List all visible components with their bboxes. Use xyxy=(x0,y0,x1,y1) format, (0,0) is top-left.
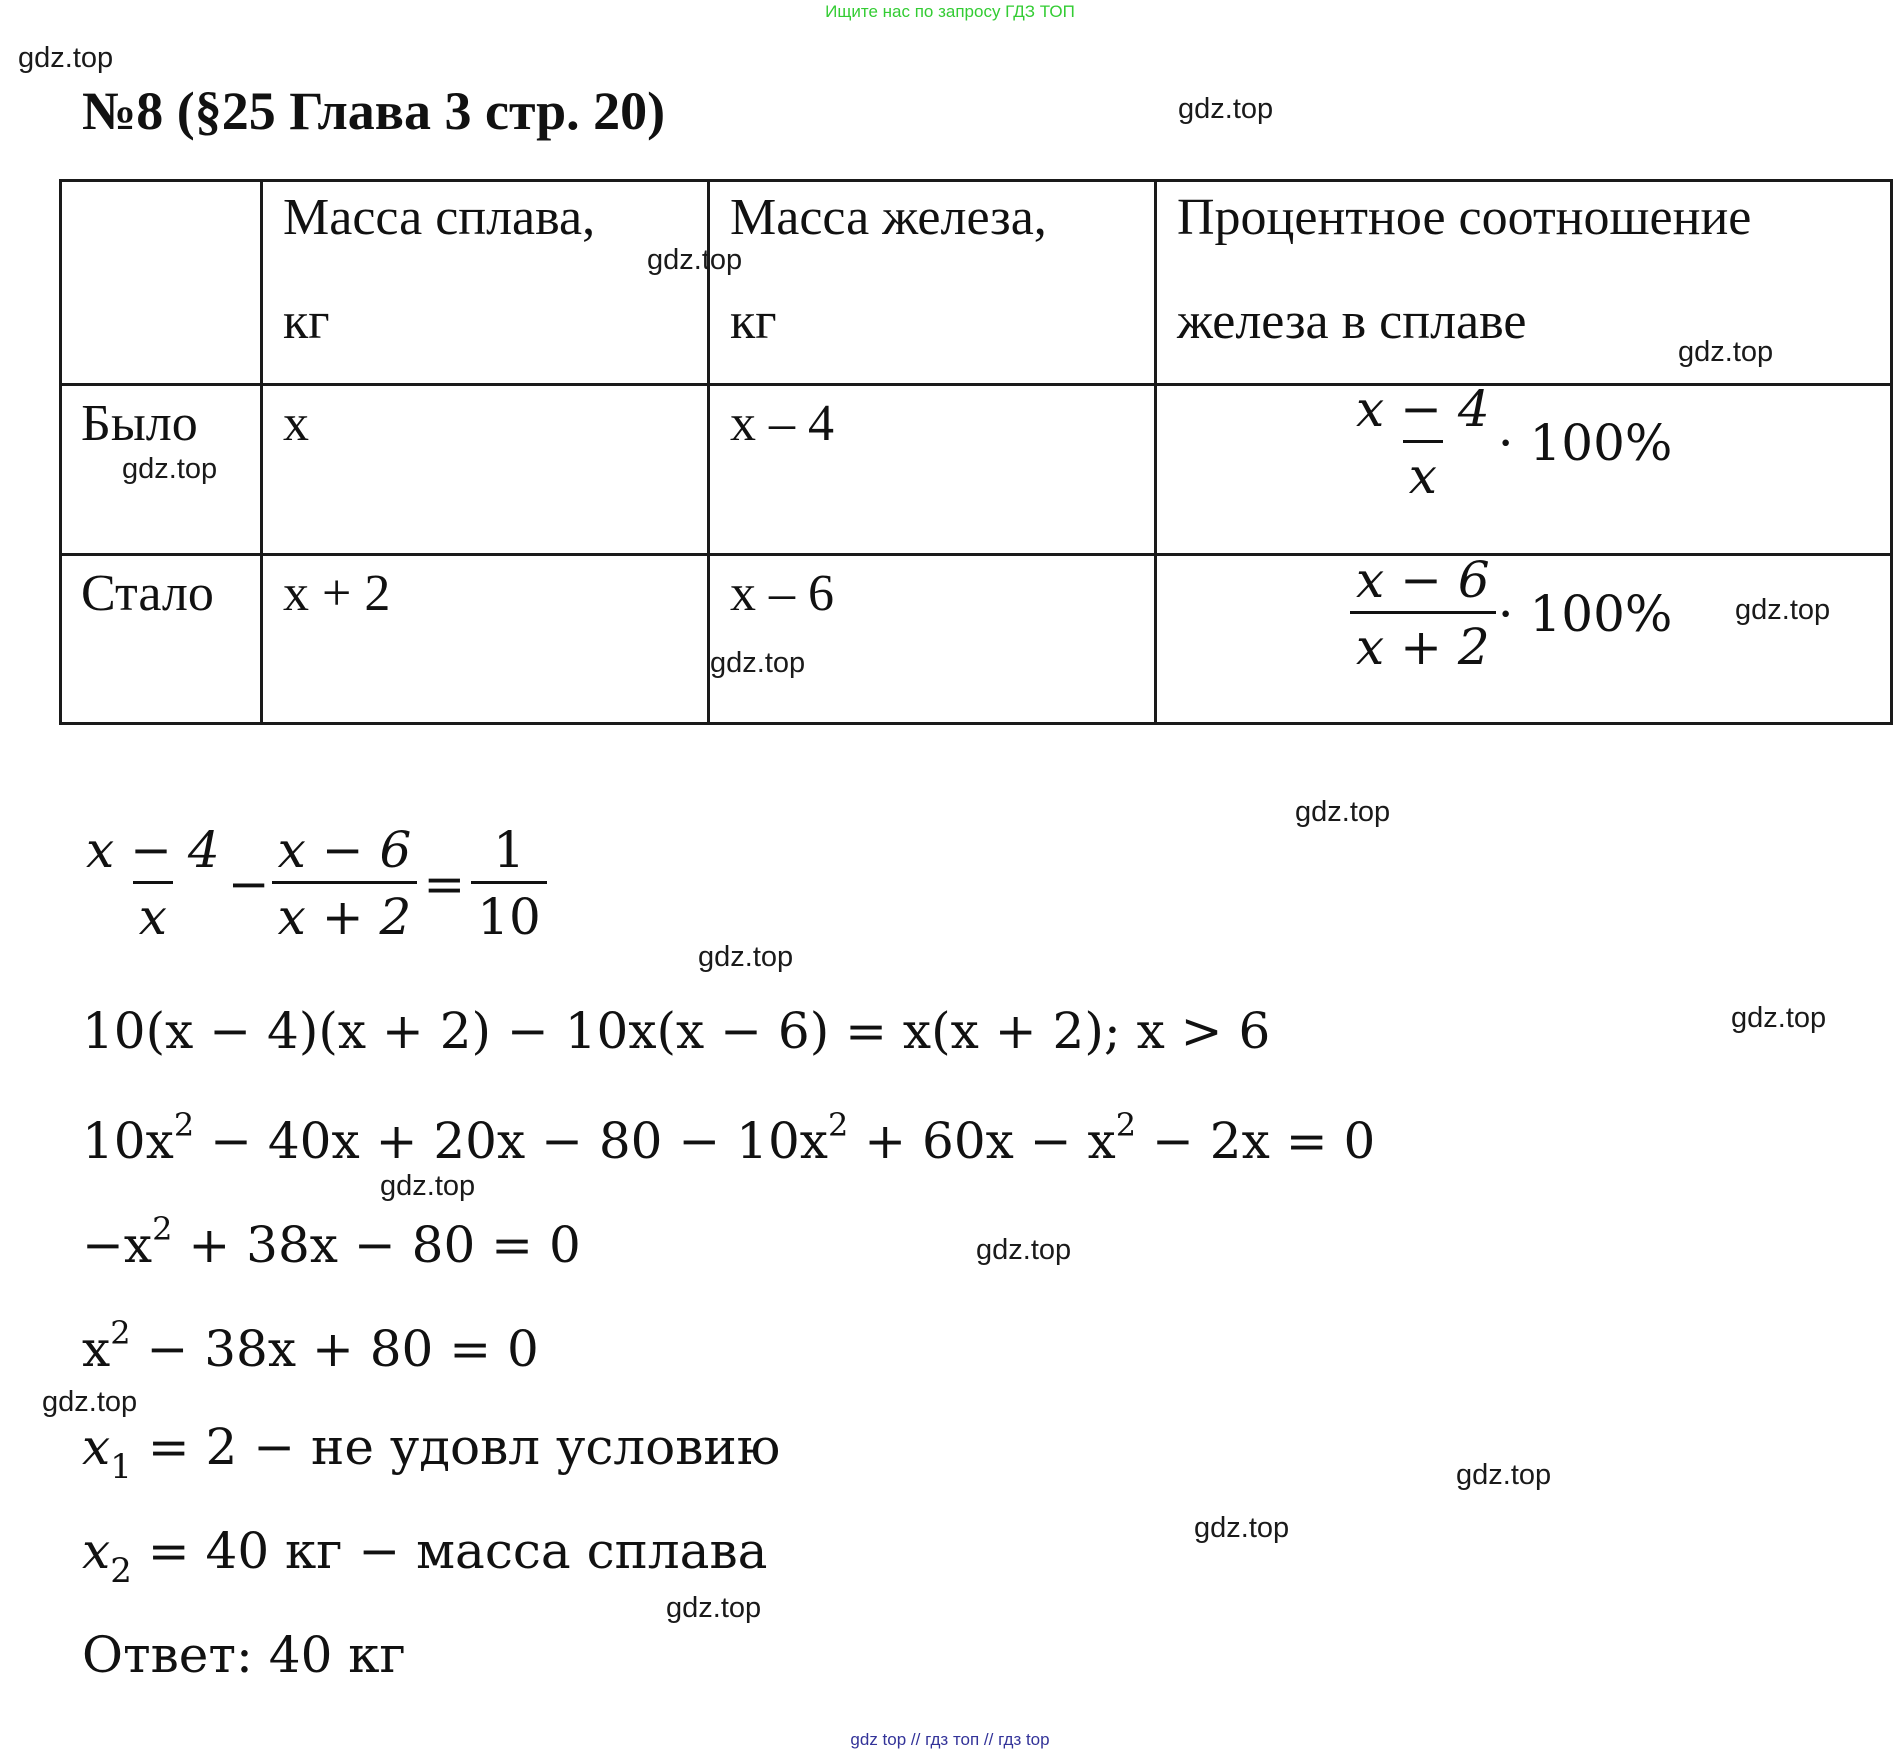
equation-fractions: $\frac{x - 4}{x}$ − $\frac{x - 6}{x + 2}$ = $\frac{1}{10}$ xyxy=(78,825,549,942)
root-x2: $x_2 = 40$ кг − масса сплава xyxy=(82,1522,768,1591)
watermark: gdz.top xyxy=(647,244,743,276)
header-percentage-line2: железа в сплаве xyxy=(1177,293,1527,350)
page-title: №8 (§25 Глава 3 стр. 20) xyxy=(82,81,666,141)
cell-alloy-after: x + 2 xyxy=(283,565,391,622)
cell-ratio-after: $\frac{x - 6}{x + 2}$ · 100% xyxy=(1348,555,1672,672)
row-label-after: Стало xyxy=(81,565,214,622)
watermark: gdz.top xyxy=(1194,1512,1290,1544)
equation-line-4: $-x^2 + 38x - 80 = 0$ xyxy=(82,1210,581,1274)
watermark: gdz.top xyxy=(1735,594,1831,626)
equation-line-5: $x^2 - 38x + 80 = 0$ xyxy=(82,1314,539,1378)
watermark: gdz.top xyxy=(698,941,794,973)
watermark: gdz.top xyxy=(380,1170,476,1202)
answer: Ответ: 40 кг xyxy=(82,1626,406,1684)
watermark: gdz.top xyxy=(666,1592,762,1624)
watermark: gdz.top xyxy=(976,1234,1072,1266)
header-iron-mass: Масса железа, xyxy=(730,189,1047,246)
watermark: gdz.top xyxy=(1456,1459,1552,1491)
row-label-before: Было xyxy=(81,395,198,452)
equation-line-3: $10x^2 - 40x + 20x - 80 - 10x^2 + 60x - x^2 - 2x = 0$ xyxy=(82,1106,1376,1170)
cell-ratio-before: $\frac{x - 4}{x}$ · 100% xyxy=(1356,380,1673,505)
footer: gdz top // гдз топ // гдз top xyxy=(850,1730,1050,1749)
root-x1: $x_1 = 2$ − не удовл условию xyxy=(82,1418,781,1487)
cell-alloy-before: x xyxy=(283,395,309,452)
watermark: gdz.top xyxy=(1678,336,1774,368)
watermark: gdz.top xyxy=(710,647,806,679)
watermark: gdz.top xyxy=(122,453,218,485)
top-banner: Ищите нас по запросу ГДЗ ТОП xyxy=(825,2,1075,21)
cell-iron-after: x – 6 xyxy=(730,565,834,622)
watermark: gdz.top xyxy=(18,42,114,74)
header-iron-unit: кг xyxy=(730,293,777,350)
watermark: gdz.top xyxy=(1731,1002,1827,1034)
equation-line-2: 10(x − 4)(x + 2) − 10x(x − 6) = x(x + 2); x > 6 xyxy=(82,1002,1271,1060)
cell-iron-before: x – 4 xyxy=(730,395,834,452)
header-percentage: Процентное соотношение xyxy=(1177,189,1752,246)
header-alloy-unit: кг xyxy=(283,293,330,350)
watermark: gdz.top xyxy=(1295,796,1391,828)
watermark: gdz.top xyxy=(42,1386,138,1418)
header-alloy-mass: Масса сплава, xyxy=(283,189,596,246)
watermark: gdz.top xyxy=(1178,93,1274,125)
